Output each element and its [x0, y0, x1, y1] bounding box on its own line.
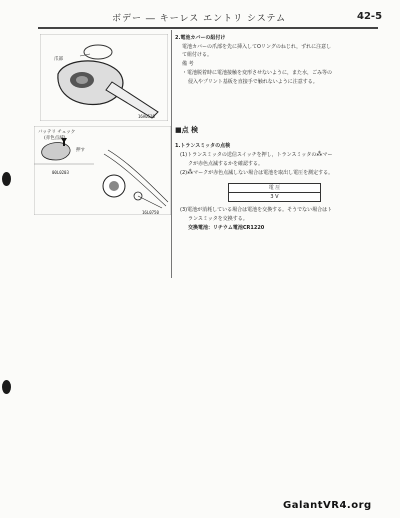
column-divider — [171, 30, 172, 278]
item-title: 1.トランスミッタの点検 — [175, 143, 231, 149]
voltage-table — [228, 183, 321, 202]
step-text: (2) — [180, 170, 188, 176]
key-fob-illustration — [40, 34, 168, 121]
battery-spec: 交換電池：リチウム電池CR1220 — [188, 225, 265, 231]
binder-hole — [2, 172, 11, 186]
header-rule — [38, 27, 378, 29]
table-header: 電 圧 — [268, 185, 281, 191]
watermark: GalantVR4.org — [283, 500, 372, 511]
step-text: マークが赤色点滅しない場合は電池を取出し電圧を測定する。 — [193, 170, 334, 176]
body-text: 電池カバーの爪部を先に挿入してOリングのねじれ，ずれに注意し — [182, 44, 332, 50]
table-value: 3 V — [229, 192, 320, 201]
transmitter-mark-icon: ⁂ — [316, 151, 323, 158]
step-text: マー — [322, 152, 333, 158]
figure-label: 押す — [76, 148, 85, 153]
figure-label: バッテリ チェック — [38, 130, 76, 135]
figure-label: (赤色点滅) — [44, 136, 66, 141]
header-title: ボデー ― キーレス エントリ システム — [112, 14, 287, 24]
note-title: 備 考 — [182, 61, 194, 67]
figure-code: 16L0750 — [142, 210, 159, 215]
page-number: 42-5 — [357, 11, 383, 22]
note-text: 侵入やプリント基板を直接手で触れないように注意する。 — [188, 79, 318, 85]
binder-hole — [2, 380, 11, 394]
step-text — [180, 170, 333, 176]
figure-transmitter-check — [34, 126, 171, 215]
body-text: て組付ける。 — [182, 52, 213, 58]
step-text: ランスミッタを交換する。 — [188, 216, 248, 222]
note-text: ・電池脱着時に電池接触を変形させないように，また水，ごみ等の — [182, 70, 333, 76]
section-title: 2.電池カバーの組付け — [175, 35, 226, 41]
step-text: (1)トランスミッタの送信スイッチを押し，トランスミッタの — [180, 152, 317, 158]
figure-code: 00L0203 — [52, 170, 69, 175]
figure-label: 爪部 — [54, 57, 63, 62]
figure-battery-cover — [40, 34, 168, 121]
step-text: クが赤色点滅するかを確認する。 — [188, 161, 264, 167]
section-heading: ■点 検 — [175, 126, 199, 134]
figure-code: 16A0510 — [138, 114, 155, 119]
step-text — [180, 152, 332, 158]
transmitter-mark-icon: ⁂ — [187, 169, 194, 176]
step-text: (3)電池が消耗している場合は電池を交換する。そうでない場合はト — [180, 207, 333, 213]
